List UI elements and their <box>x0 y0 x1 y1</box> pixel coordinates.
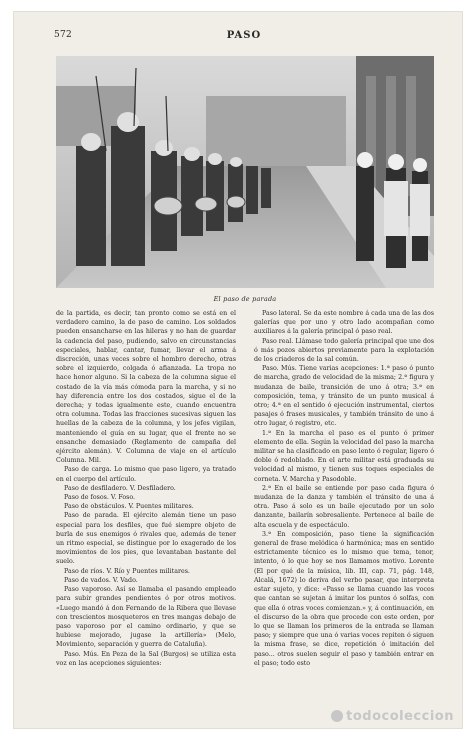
parade-photograph <box>56 56 434 288</box>
page-number: 572 <box>54 30 73 40</box>
dictionary-entry: Paso de ríos. V. Río y Puentes militares. <box>64 567 190 575</box>
text-column-left <box>56 309 236 668</box>
dictionary-entry: Paso vaporoso. Así se llamaba el pasando empleado para subir grandes pendientes ó por otros motivos. «Luego mandó á don Fernando de la Ribera que llevase con trescientos mosqueteros en tres mangas debajo de paso vaporoso por el camino ordinario, y que se hubiese mejorado, jugase la artillería» (Melo, Movimiento, separación y guerra de Cataluña). <box>56 586 236 649</box>
dictionary-entry: Paso. Mús. En Peza de la Sal (Burgos) se utiliza esta voz en las acepciones siguientes: <box>56 650 236 667</box>
figure-caption: El paso de parada <box>213 295 277 303</box>
parade-illustration <box>56 56 434 288</box>
dictionary-entry: Paso de desfiladero. V. Desfiladero. <box>64 484 176 492</box>
running-head: PASO <box>226 30 262 41</box>
book-page <box>14 12 462 728</box>
dictionary-entry: Paso de vados. V. Vado. <box>64 576 138 584</box>
dictionary-entry: Paso. Mús. Tiene varias acepciones: 1.ª paso ó punto de marcha, grado de velocidad de la misma; 2.ª figura y mudanza de baile, transición de uno á otra; 3.ª en composición, tema, y tránsito de un punto musical á otro; 4.ª en el sentido ó ejecución instrumental, ciertos pasajes ó frases musicales, y también tránsito de uno á otro lugar, ó registro, etc. <box>254 365 434 428</box>
dictionary-entry: Paso lateral. Se da este nombre á cada una de las dos galerías que por uno y otro lado acompañan como auxiliares á la galería principal ó paso real. <box>254 310 434 336</box>
watermark-text: todocoleccion <box>346 709 454 724</box>
watermark-logo-icon <box>331 710 343 722</box>
watermark <box>331 709 454 724</box>
dictionary-entry: Paso de fosos. V. Foso. <box>64 494 136 502</box>
dictionary-entry: 1.ª En la marcha el paso es el punto ó primer elemento de ella. Según la velocidad del paso la marcha militar se ha clasificado en paso lento ó regular, ligero ó doble ó redoblado. En el arte militar está graduada su velocidad al mismo, y tienen sus toques especiales de corneta. V. Marcha y Pasodoble. <box>254 429 434 483</box>
dictionary-entry: Paso real. Llámase todo galería principal que une dos ó más pozos abiertos previamente para la explotación de los criaderos de la sal común. <box>254 337 434 364</box>
dictionary-entry: Paso de carga. Lo mismo que paso ligero, ya tratado en el cuerpo del artículo. <box>56 466 236 483</box>
text-column-right <box>254 309 434 668</box>
dictionary-entry: 2.ª En el baile se entiende por paso cada figura ó mudanza de la danza y también el tránsito de una á otra. Paso á solo es un baile ejecutado por un solo danzante, bailarín sobresaliente. Pertenece al baile de alta escuela y de espectáculo. <box>254 484 434 529</box>
paragraph: de la partida, es decir, tan pronto como se está en el verdadero camino, la de paso de camino. Los soldados pueden ensancharse en las hileras y no han de guardar la cadencia del paso, pudiendo, salvo en circunstancias especiales, hablar, cantar, fumar, llevar el arma á discreción, unas veces sobre el hombro derecho, otras sobre el izquierdo, colgada ó afianzada. La tropa no hace honor alguno. Si la cabeza de la columna sigue el costado de la vía más cómoda para la marcha, y si no hay diferencia entre los dos costados, sigue el de la derecha; y todas igualmente este, cuando encuentra otra columna. Todas las fracciones sucesivas siguen las huellas de la cabeza de la columna, y los jefes vigilan, manteniendo el guía en su lugar, que el frente no se ensanche demasiado (Reglamento de campaña del ejército alemán). V. Columna de viaje en el artículo Columna. Mil. <box>56 310 236 465</box>
dictionary-entry: Paso de obstáculos. V. Puentes militares. <box>64 503 194 511</box>
dictionary-entry: 3.ª En composición, paso tiene la significación general de frase melódica ó harmónica; mas en sentido estrictamente técnico es lo mismo que tema, tenor, intento, ó lo que hoy se nos llamamos motivo. Lorente (El por qué de la música, lib. III, cap. 71, pág. 148, Alcalá, 1672) lo deriva del verbo pasar, que interpreta estar sujeto, y dice: «Passo se llama cuando las voces que cantan se sujetan á imitar los puntos ó solfas, con que ella ó otras voces comienzan.» y, á continuación, en el discurso de la obra que procede con este orden, por lo que se llaman los primeros de la entrada se llaman paso; y siempre que una ó varias voces repiten ó siguen la misma frase, se dice, repetición ó imitación del paso... otros suelen seguir el paso y también entrar en el paso; todo esto <box>254 530 434 667</box>
dictionary-entry: Paso de parada. El ejército alemán tiene un paso especial para los desfiles, que fué siempre objeto de burla de sus enemigos ó rivales que, además de tener un ritmo especial, se distingue por lo exagerado de los movimientos de los pies, que levantaban bastante del suelo. <box>56 512 236 566</box>
page-header <box>54 30 434 44</box>
